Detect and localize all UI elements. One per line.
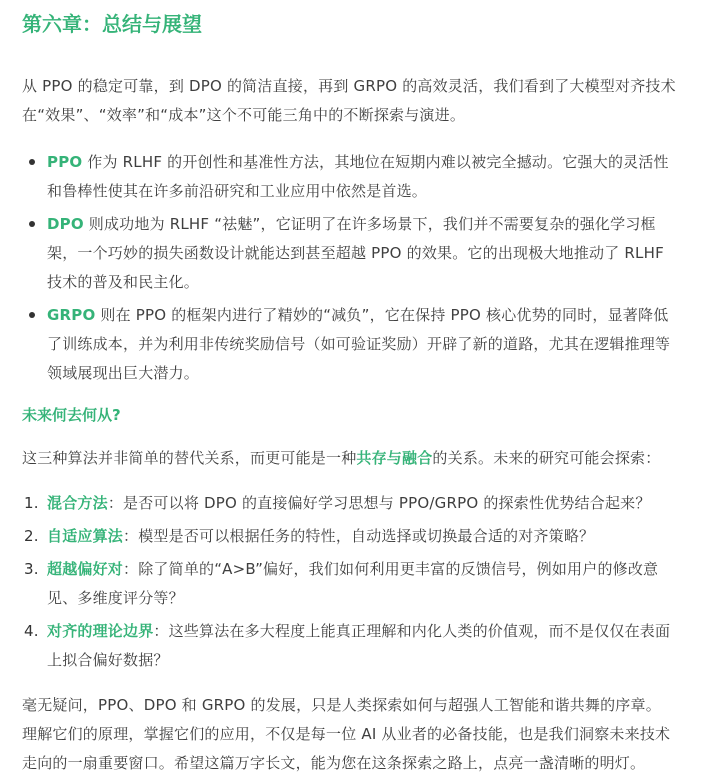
future-subheading: 未来何去何从? [22, 406, 121, 424]
list-item-dpo [22, 210, 676, 297]
question-term: 超越偏好对 [47, 560, 124, 578]
algorithm-summary-list [22, 148, 676, 388]
question-text: ：模型是否可以根据任务的特性，自动选择或切换最合适的对齐策略？ [123, 527, 595, 545]
conclusion-paragraph: 毫无疑问，PPO、DPO 和 GRPO 的发展，只是人类探索如何与超强人工智能和谐共舞的序章。理解它们的原理，掌握它们的应用，不仅是每一位 AI 从业者的必备技能，也是我们洞察未来技术走向的一扇重要窗口。希望这篇万字长文，能为您在这条探索之路上，点亮一盏清晰的明灯。 [22, 696, 671, 772]
list-number: 3. [24, 560, 39, 578]
list-item-question [22, 555, 676, 613]
future-intro-paragraph [22, 444, 676, 473]
list-number: 1. [24, 494, 39, 512]
dpo-description: 则成功地为 RLHF “祛魅”，它证明了在许多场景下，我们并不需要复杂的强化学习框架，一个巧妙的损失函数设计就能达到甚至超越 PPO 的效果。它的出现极大地推动了 RLHF 技术的普及和民主化。 [47, 215, 664, 291]
question-text: ：这些算法在多大程度上能真正理解和内化人类的价值观，而不是仅仅在表面上拟合偏好数据？ [47, 622, 671, 669]
intro-paragraph: 从 PPO 的稳定可靠，到 DPO 的简洁直接，再到 GRPO 的高效灵活，我们看到了大模型对齐技术在“效果”、“效率”和“成本”这个不可能三角中的不断探索与演进。 [22, 77, 676, 124]
term-dpo: DPO [47, 215, 84, 233]
chapter-title: 第六章：总结与展望 [22, 12, 202, 36]
question-term: 混合方法 [47, 494, 108, 512]
bullet-dot-icon [29, 312, 35, 318]
list-item-question [22, 617, 676, 675]
bullet-dot-icon [29, 159, 35, 165]
research-questions-list [22, 489, 676, 675]
future-intro-after: 的关系。未来的研究可能会探索： [432, 449, 661, 467]
grpo-description: 则在 PPO 的框架内进行了精妙的“减负”，它在保持 PPO 核心优势的同时，显著降低了训练成本，并为利用非传统奖励信号（如可验证奖励）开辟了新的道路，尤其在逻辑推理等领域展现出巨大潜力。 [47, 306, 671, 382]
question-text: ：是否可以将 DPO 的直接偏好学习思想与 PPO/GRPO 的探索性优势结合起来？ [107, 494, 651, 512]
bullet-dot-icon [29, 221, 35, 227]
future-intro-highlight: 共存与融合 [356, 449, 433, 467]
list-number: 4. [24, 622, 39, 640]
list-number: 2. [24, 527, 39, 545]
question-term: 对齐的理论边界 [47, 622, 154, 640]
term-grpo: GRPO [47, 306, 96, 324]
list-item-grpo [22, 301, 676, 388]
list-item-question [22, 489, 676, 518]
future-intro-before: 这三种算法并非简单的替代关系，而更可能是一种 [22, 449, 357, 467]
ppo-description: 作为 RLHF 的开创性和基准性方法，其地位在短期内难以被完全撼动。它强大的灵活性和鲁棒性使其在许多前沿研究和工业应用中依然是首选。 [47, 153, 669, 200]
question-term: 自适应算法 [47, 527, 124, 545]
term-ppo: PPO [47, 153, 83, 171]
list-item-question [22, 522, 676, 551]
question-text: ：除了简单的“A>B”偏好，我们如何利用更丰富的反馈信号，例如用户的修改意见、多维度评分等？ [47, 560, 659, 607]
list-item-ppo [22, 148, 676, 206]
